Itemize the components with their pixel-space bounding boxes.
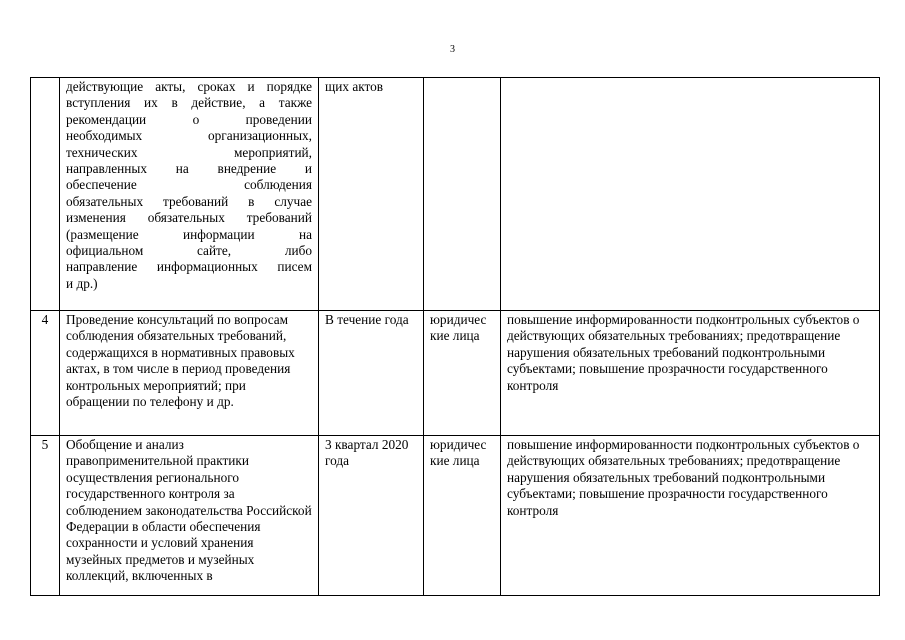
row-number-cell [31,78,60,311]
activity-cell: Проведение консультаций по вопросам соблюдения обязательных требований, содержащихся в нормативных правовых актах, в том числе в период проведения контрольных мероприятий; при обращении по телефону и др. [60,311,319,436]
activity-line: действующие акты, сроках и порядке [66,79,312,94]
row-number-cell: 4 [31,311,60,436]
activity-line: официальном сайте, либо [66,243,312,259]
page-number: 3 [450,44,455,55]
subjects-cell: юридичес кие лица [424,436,501,596]
activity-line: необходимых организационных, [66,128,312,144]
activity-line: направленных на внедрение и [66,161,312,177]
activity-line: направление информационных писем [66,259,312,275]
activity-cell: Обобщение и анализ правоприменительной практики осуществления регионального государственного контроля за соблюдением законодательства Российской Федерации в области обеспечения сохранности и условий хранения музейных предметов и музейных коллекций, включенных в [60,436,319,596]
activity-line: вступления их в действие, а также [66,95,312,111]
row-number-cell: 5 [31,436,60,596]
term-cell: 3 квартал 2020 года [319,436,424,596]
activity-line: рекомендации о проведении [66,111,312,127]
result-cell [501,78,880,311]
activity-line: (размещение информации на [66,226,312,242]
term-cell: щих актов [319,78,424,311]
term-cell: В течение года [319,311,424,436]
activity-line: обязательных требований в случае [66,193,312,209]
table-row [31,311,880,436]
measures-table [30,77,880,596]
activity-line: технических мероприятий, [66,144,312,160]
subjects-cell: юридичес кие лица [424,311,501,436]
result-cell: повышение информированности подконтрольных субъектов о действующих обязательных требованиях; предотвращение нарушения обязательных требований подконтрольными субъектами; повышение прозрачности государственного контроля [501,311,880,436]
activity-cell [60,78,319,311]
activity-line: и др.) [66,275,98,291]
table-row [31,436,880,596]
activity-line: обеспечение соблюдения [66,177,312,193]
result-cell: повышение информированности подконтрольных субъектов о действующих обязательных требованиях; предотвращение нарушения обязательных требований подконтрольными субъектами; повышение прозрачности государственного контроля [501,436,880,596]
subjects-cell [424,78,501,311]
activity-line: изменения обязательных требований [66,210,312,226]
table-row [31,78,880,311]
